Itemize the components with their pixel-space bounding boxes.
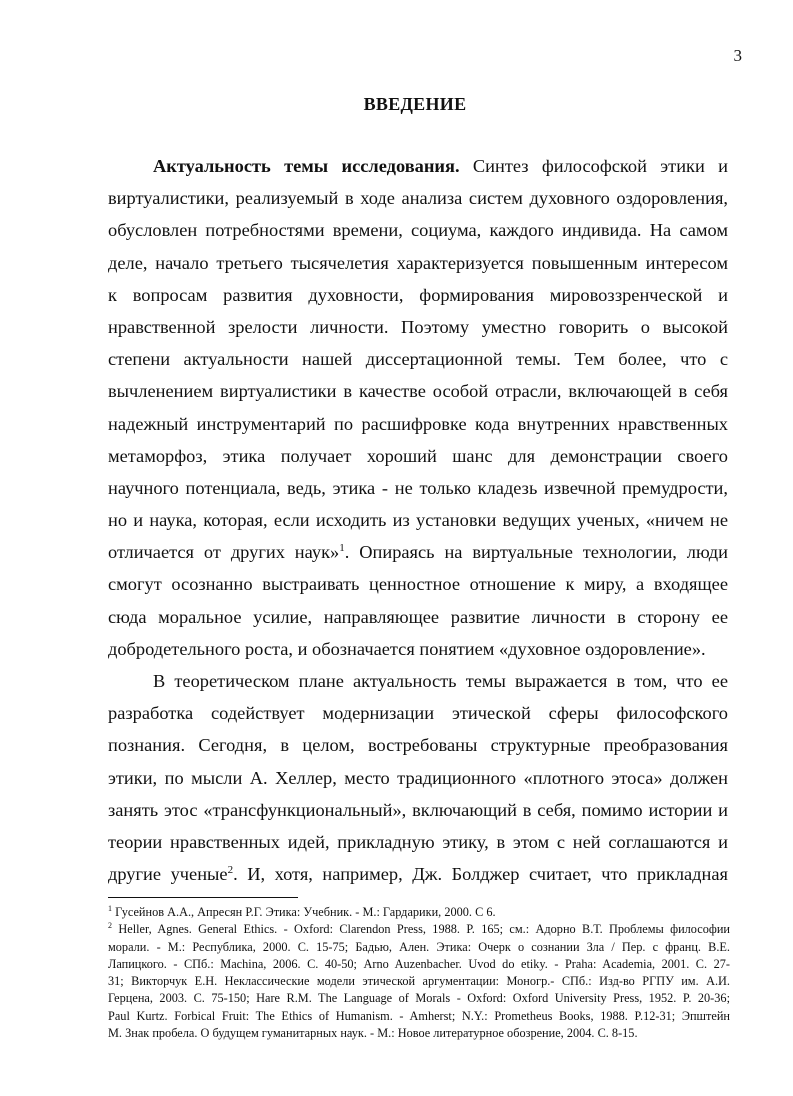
footnote-1 — [108, 904, 730, 921]
section-lead: Актуальность темы исследования. — [153, 156, 460, 176]
paragraph-2-line: В теоретическом плане актуальность темы выражается в том, что ее — [153, 671, 728, 691]
footnote-2-line: Лапицкого. - СПб.: Machina, 2006. С. 40-50; Arno Auzenbacher. Uvod do etiky. - Praha: Academia, 2001. С. 27- — [108, 956, 730, 971]
page-number: 3 — [733, 46, 742, 65]
text-fragment: другие ученые — [108, 864, 228, 885]
footnote-2-line: 31; Викторчук Е.Н. Неклассические модели этической аргументации: Моногр.- СПб.: Изд-во РГПУ им. А.И. — [108, 974, 730, 989]
paragraph-1-line: научного потенциала, ведь, этика - не только кладезь извечной премудрости, — [108, 477, 728, 498]
paragraph-1-line: обусловлен потребностями времени, социума, каждого индивида. На самом — [108, 220, 728, 241]
footnote-text: Гусейнов А.А., Апресян Р.Г. Этика: Учебник. - М.: Гардарики, 2000. С 6. — [115, 905, 496, 919]
page-title: ВВЕДЕНИЕ — [363, 94, 467, 114]
paragraph-1-line: деле, начало третьего тысячелетия характеризуется повышенным интересом — [108, 252, 728, 273]
paragraph-1-line: но и наука, которая, если исходить из установки ведущих ученых, «ничем не — [108, 510, 728, 531]
footnotes — [108, 904, 730, 1042]
paragraph-1-line: метаморфоз, этика получает хороший шанс для демонстрации своего — [108, 445, 728, 466]
paragraph-1-line: сюда моральное усилие, направляющее развитие личности в сторону ее — [108, 606, 728, 627]
text-fragment: . И, хотя, например, Дж. Болджер считает, что прикладная — [233, 864, 728, 885]
paragraph-2-line: этики, по мысли А. Хеллер, место традиционного «плотного этоса» должен — [108, 767, 728, 788]
paragraph-2-line: познания. Сегодня, в целом, востребованы структурные преобразования — [108, 735, 728, 756]
paragraph-2-line: разработка содействует модернизации этической сферы философского — [108, 703, 728, 724]
footnote-2-line — [108, 921, 730, 938]
footnote-ref-1[interactable]: 1 — [339, 542, 345, 555]
paragraph-1-line — [108, 536, 728, 568]
paragraph-1-line: виртуалистики, реализуемый в ходе анализа систем духовного оздоровления, — [108, 188, 728, 209]
footnote-text: Heller, Agnes. General Ethics. - Oxford: Clarendon Press, 1988. P. 165; см.: Адорно В.Т. Проблемы философии — [118, 922, 730, 937]
text-fragment: Синтез философской этики и — [459, 156, 728, 176]
footnote-2-line: М. Знак пробела. О будущем гуманитарных наук. - М.: Новое литературное обозрение, 2004. С. 8-15. — [108, 1026, 638, 1041]
footnote-ref-2[interactable]: 2 — [227, 864, 234, 876]
text-fragment: отличается от других наук» — [108, 542, 340, 563]
footnote-mark: 2 — [108, 921, 112, 931]
paragraph-1-line: смогут осознанно выстраивать ценностное отношение к миру, а входящее — [108, 574, 728, 595]
footnote-2-line: Герцена, 2003. С. 75-150; Hare R.M. The Language of Morals - Oxford: Oxford University Press, 1952. P. 20-36; — [108, 991, 730, 1006]
paragraph-1-line: добродетельного роста, и обозначается понятием «духовное оздоровление». — [108, 638, 706, 659]
paragraph-2-line — [108, 858, 728, 890]
paragraph-1-line: степени актуальности нашей диссертационной темы. Тем более, что с — [108, 349, 728, 370]
footnote-mark: 1 — [108, 904, 112, 913]
text-fragment: . Опираясь на виртуальные технологии, люди — [344, 542, 728, 563]
paragraph-2-line: теории нравственных идей, прикладную этику, в этом с ней соглашаются и — [108, 831, 728, 852]
paragraph-1-line — [108, 150, 728, 182]
paragraph-1-line: к вопросам развития духовности, формирования мировоззренческой и — [108, 284, 728, 305]
paragraph-2-line: занять этос «трансфункциональный», включающий в себя, помимо истории и — [108, 799, 728, 820]
body-text — [108, 150, 728, 890]
paragraph-1-line: нравственной зрелости личности. Поэтому уместно говорить о высокой — [108, 316, 728, 337]
footnote-separator — [108, 897, 298, 898]
footnote-2-line: морали. - М.: Республика, 2000. С. 15-75; Бадью, Ален. Этика: Очерк о сознании Зла / Пер. с франц. В.Е. — [108, 939, 730, 954]
paragraph-1-line: надежный инструментарий по расшифровке кода внутренних нравственных — [108, 413, 728, 434]
paragraph-1-line: вычленением виртуалистики в качестве особой отрасли, включающей в себя — [108, 381, 728, 402]
footnote-2-line: Paul Kurtz. Forbical Fruit: The Ethics of Humanism. - Amherst; N.Y.: Prometheus Books, 1988. P.12-31; Эпштейн — [108, 1008, 730, 1023]
